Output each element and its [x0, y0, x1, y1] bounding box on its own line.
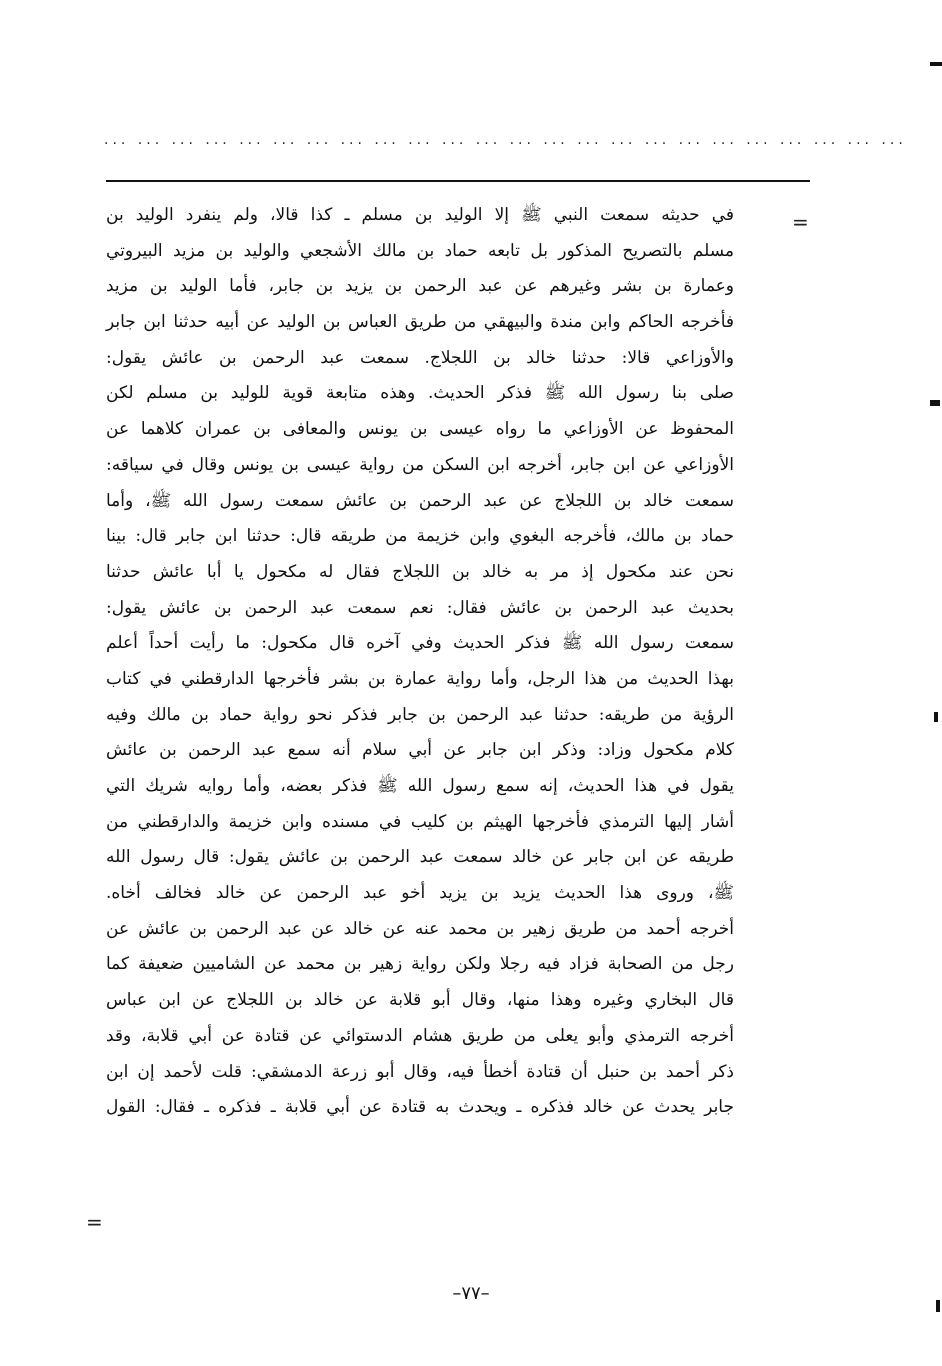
footnote-line: فأخرجه الحاكم وابن مندة والبيهقي من طريق العباس بن الوليد عن أبيه حدثنا ابن جابر — [106, 312, 735, 333]
footnote-line: وعمارة بن بشر وغيرهم عن عبد الرحمن بن يزيد بن جابر، فأما الوليد بن مزيد — [106, 276, 734, 297]
footnote-line: ﷺ، وروى هذا الحديث يزيد بن يزيد أخو عبد الرحمن عن خالد فخالف أخاه. — [106, 883, 734, 904]
page-number: –٧٧– — [452, 1283, 490, 1304]
footnote-line: حماد بن مالك، فأخرجه البغوي وابن خزيمة من طريقه قال: حدثنا ابن جابر قال: بينا — [106, 526, 734, 547]
footnote-rule — [106, 180, 810, 182]
footnote-text-block — [106, 198, 734, 1126]
scan-edge-mark — [936, 1300, 940, 1312]
footnote-line: ذكر أحمد بن حنبل أن قتادة أخطأ فيه، وقال أبو زرعة الدمشقي: قلت لأحمد إن ابن — [106, 1061, 734, 1082]
footnote-line: نحن عند مكحول إذ مر به خالد بن اللجلاج فقال له مكحول يا أبا عائش حدثنا — [106, 561, 734, 582]
footnote-line: بهذا الحديث من هذا الرجل، وأما رواية عمارة بن بشر فأخرجها الدارقطني في كتاب — [106, 668, 734, 689]
footnote-line: الرؤية من طريقه: حدثنا عبد الرحمن بن جابر فذكر نحو رواية حماد بن مالك وفيه — [106, 704, 734, 725]
footnote-line: مسلم بالتصريح المذكور بل تابعه حماد بن مالك الأشجعي والوليد بن مزيد البيروتي — [106, 240, 734, 261]
footnote-line: بحديث عبد الرحمن بن عائش فقال: نعم سمعت عبد الرحمن بن عائش يقول: — [106, 597, 734, 618]
scan-edge-mark — [930, 62, 942, 66]
footnote-line: سمعت رسول الله ﷺ فذكر الحديث وفي آخره قال مكحول: ما رأيت أحداً أعلم — [106, 633, 734, 654]
dotted-separator: ... ... ... ... ... ... ... ... ... ... ... ... ... ... ... ... ... ... ... ... ... ... ... ... — [104, 132, 907, 148]
footnote-line: الأوزاعي عن ابن جابر، أخرجه ابن السكن من رواية عيسى بن يونس وقال في سياقه: — [106, 454, 734, 475]
footnote-line: في حديثه سمعت النبي ﷺ إلا الوليد بن مسلم ـ كذا قالا، ولم ينفرد الوليد بن — [106, 205, 734, 225]
footnote-line: صلى بنا رسول الله ﷺ فذكر الحديث. وهذه متابعة قوية للوليد بن مسلم لكن — [106, 383, 734, 404]
footnote-line: قال البخاري وغيره وهذا منها، وقال أبو قلابة عن خالد بن اللجلاج عن ابن عباس — [106, 990, 734, 1011]
footnote-line: طريقه عن ابن جابر عن خالد سمعت عبد الرحمن بن عائش يقول: قال رسول الله — [106, 847, 734, 868]
footnote-line: رجل من الصحابة فزاد فيه رجلا ولكن رواية زهير بن محمد عن الشاميين ضعيفة كما — [106, 954, 734, 975]
footnote-line: سمعت خالد بن اللجلاج عن عبد الرحمن بن عائش سمعت رسول الله ﷺ، وأما — [106, 490, 734, 511]
footnote-line: كلام مكحول وزاد: وذكر ابن جابر عن أبي سلام أنه سمع عبد الرحمن بن عائش — [106, 740, 734, 761]
footnote-line: جابر يحدث عن خالد فذكره ـ ويحدث به قتادة عن أبي قلابة ـ فذكره ـ فقال: القول — [106, 1097, 734, 1118]
footnote-line: المحفوظ عن الأوزاعي ما رواه عيسى بن يونس والمعافى بن عمران كلاهما عن — [106, 419, 734, 440]
footnote-line: أخرجه الترمذي وأبو يعلى من طريق هشام الدستوائي عن قتادة عن أبي قلابة، وقد — [106, 1025, 734, 1046]
footnote-line: والأوزاعي قالا: حدثنا خالد بن اللجلاج. سمعت عبد الرحمن بن عائش يقول: — [106, 347, 734, 368]
footnote-line: يقول في هذا الحديث، إنه سمع رسول الله ﷺ فذكر بعضه، وأما روايه شريك التي — [106, 776, 734, 796]
footnote-line: أخرجه أحمد من طريق زهير بن محمد عنه عن خالد عن عبد الرحمن بن عائش عن — [106, 918, 734, 939]
scan-edge-mark — [930, 400, 940, 406]
scan-edge-mark — [934, 712, 938, 722]
footnote-line: أشار إليها الترمذي فأخرجها الهيثم بن كليب في مسنده وابن خزيمة والدارقطني من — [106, 811, 734, 832]
continuation-mark-bottom: = — [86, 1210, 103, 1234]
continuation-mark-top: = — [792, 210, 809, 234]
